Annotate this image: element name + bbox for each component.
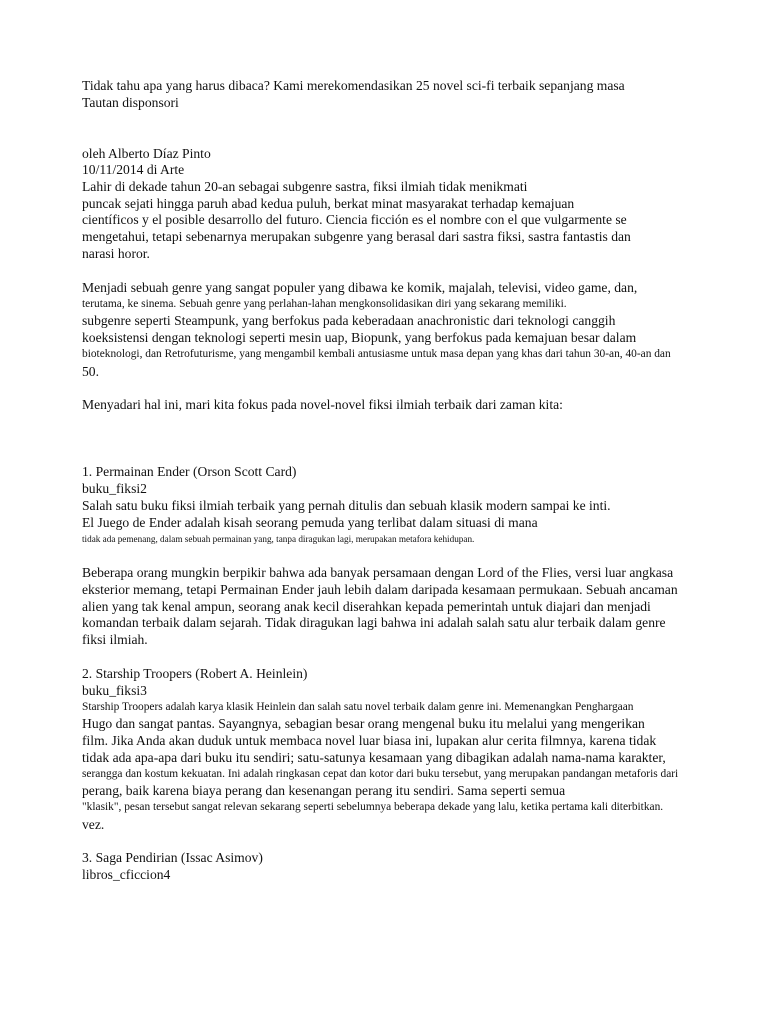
paragraph-line: komandan terbaik dalam sejarah. Tidak diragukan lagi bahwa ini adalah salah satu alur terbaik dalam genre [82, 615, 666, 630]
paragraph-line: Salah satu buku fiksi ilmiah terbaik yang pernah ditulis dan sebuah klasik modern sampai ke inti. [82, 498, 611, 513]
paragraph-line: alien yang tak kenal ampun, seorang anak kecil diserahkan kepada pemerintah untuk diajari dan menjadi [82, 599, 651, 614]
paragraph-line: Menjadi sebuah genre yang sangat populer yang dibawa ke komik, majalah, televisi, video game, dan, [82, 280, 638, 295]
paragraph-line: eksterior memang, tetapi Permainan Ender jauh lebih dalam daripada kesamaan permukaan. Sebuah ancaman [82, 582, 678, 597]
paragraph-line: Menyadari hal ini, mari kita fokus pada novel-novel fiksi ilmiah terbaik dari zaman kita: [82, 397, 563, 412]
paragraph-line: 50. [82, 364, 99, 379]
paragraph-line: científicos y el posible desarrollo del futuro. Ciencia ficción es el nombre con el que vulgarmente se [82, 212, 627, 227]
image-placeholder-label: libros_cficcion4 [82, 867, 171, 882]
section-heading: 3. Saga Pendirian (Issac Asimov) [82, 850, 263, 865]
publish-date: 10/11/2014 di Arte [82, 162, 185, 177]
paragraph-line: "klasik", pesan tersebut sangat relevan sekarang seperti sebelumnya beberapa dekade yang lalu, ketika pertama kali diterbitkan. [82, 801, 664, 813]
paragraph-line: fiksi ilmiah. [82, 632, 148, 647]
image-placeholder-label: buku_fiksi2 [82, 481, 147, 496]
paragraph-line: koeksistensi dengan teknologi seperti mesin uap, Biopunk, yang berfokus pada kemajuan besar dalam [82, 330, 637, 345]
paragraph-line: tidak ada apa-apa dari buku itu sendiri; satu-satunya kesamaan yang dibagikan adalah nama-nama karakter, [82, 750, 666, 765]
paragraph-line: puncak sejati hingga paruh abad kedua puluh, berkat minat masyarakat terhadap kemajuan [82, 196, 575, 211]
sponsored-links-label: Tautan disponsori [82, 95, 179, 110]
paragraph-line: narasi horor. [82, 246, 150, 261]
article-headline: Tidak tahu apa yang harus dibaca? Kami merekomendasikan 25 novel sci-fi terbaik sepanjang masa [82, 78, 625, 93]
paragraph-line: film. Jika Anda akan duduk untuk membaca novel luar biasa ini, lupakan alur cerita filmnya, karena tidak [82, 733, 657, 748]
paragraph-line: Lahir di dekade tahun 20-an sebagai subgenre sastra, fiksi ilmiah tidak menikmati [82, 179, 528, 194]
paragraph-line: Starship Troopers adalah karya klasik Heinlein dan salah satu novel terbaik dalam genre ini. Memenangkan Penghargaan [82, 701, 634, 713]
section-heading: 1. Permainan Ender (Orson Scott Card) [82, 464, 297, 479]
paragraph-line: mengetahui, tetapi sebenarnya merupakan subgenre yang berasal dari sastra fiksi, sastra fantastis dan [82, 229, 631, 244]
image-placeholder-label: buku_fiksi3 [82, 683, 147, 698]
author-byline: oleh Alberto Díaz Pinto [82, 146, 211, 161]
paragraph-line: Hugo dan sangat pantas. Sayangnya, sebagian besar orang mengenal buku itu melalui yang mengerikan [82, 716, 645, 731]
paragraph-line: El Juego de Ender adalah kisah seorang pemuda yang terlibat dalam situasi di mana [82, 515, 538, 530]
section-heading: 2. Starship Troopers (Robert A. Heinlein) [82, 666, 308, 681]
paragraph-line: Beberapa orang mungkin berpikir bahwa ada banyak persamaan dengan Lord of the Flies, versi luar angkasa [82, 565, 674, 580]
paragraph-line: subgenre seperti Steampunk, yang berfokus pada keberadaan anachronistic dari teknologi canggih [82, 313, 616, 328]
paragraph-line: bioteknologi, dan Retrofuturisme, yang mengambil kembali antusiasme untuk masa depan yang khas dari tahun 30-an, 40-an dan [82, 348, 671, 360]
paragraph-line: tidak ada pemenang, dalam sebuah permainan yang, tanpa diragukan lagi, merupakan metafora kehidupan. [82, 534, 475, 544]
paragraph-line: serangga dan kostum kekuatan. Ini adalah ringkasan cepat dan kotor dari buku tersebut, yang merupakan pandangan metaforis dari [82, 768, 679, 780]
paragraph-line: terutama, ke sinema. Sebuah genre yang perlahan-lahan mengkonsolidasikan diri yang sekarang memiliki. [82, 298, 567, 310]
paragraph-line: vez. [82, 817, 105, 832]
paragraph-line: perang, baik karena biaya perang dan kesenangan perang itu sendiri. Sama seperti semua [82, 783, 566, 798]
